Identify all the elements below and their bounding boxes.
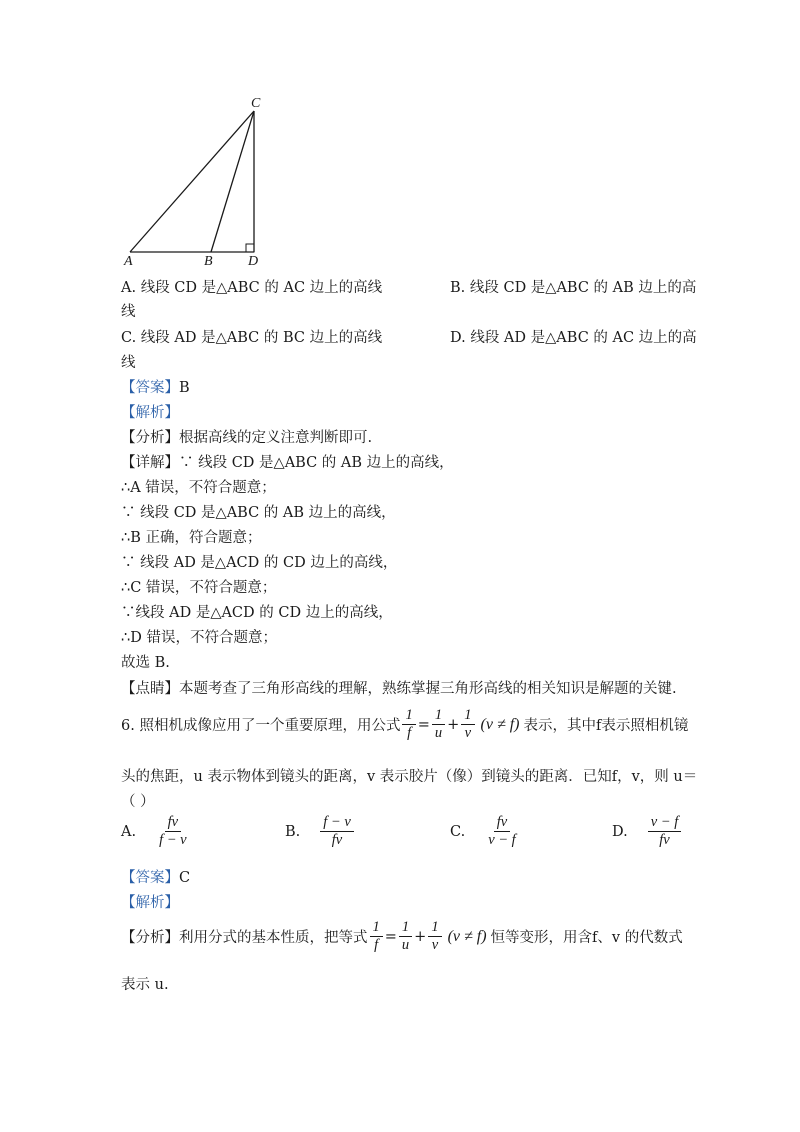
answer-tag: 【答案】 — [121, 380, 179, 396]
formula-eq: = — [417, 716, 430, 733]
formula-frac-1v: $\frac{1}{v}$ — [461, 708, 474, 741]
q6-option-fraction: $\frac{f - v}{fv}$ — [320, 815, 354, 848]
q6-option-a — [121, 815, 192, 848]
q5-option-c: C. 线段 AD 是△ABC 的 BC 边上的高线 — [121, 330, 383, 346]
dianjing-tag: 【点睛】 — [121, 681, 179, 697]
q6-jiexi-tag: 【解析】 — [121, 895, 179, 911]
answer-value: C — [179, 870, 191, 886]
q5-option-c-wrap: 线 — [121, 355, 136, 371]
formula-frac-1u: $\frac{1}{u}$ — [432, 708, 445, 741]
formula-plus: + — [447, 716, 460, 733]
q5-jiexi-tag: 【解析】 — [121, 405, 179, 421]
formula-plus: + — [414, 928, 427, 945]
solution-line: ∴B 正确，符合题意； — [121, 530, 262, 546]
formula-condition: (v ≠ f) — [480, 715, 520, 733]
xiangjie-tag: 【详解】 — [121, 455, 179, 471]
q6-option-fraction: $\frac{fv}{f - v}$ — [159, 814, 187, 849]
formula-frac-1u: $\frac{1}{u}$ — [399, 920, 412, 953]
dianjing-text: 本题考查了三角形高线的理解，熟练掌握三角形高线的相关知识是解题的关键. — [179, 681, 677, 697]
q6-option-fraction: $\frac{fv}{v - f}$ — [488, 814, 516, 849]
q5-option-d: D. 线段 AD 是△ABC 的 AC 边上的高 — [450, 330, 697, 346]
q6-fenxi-line1 — [121, 920, 683, 953]
solution-line: 故选 B. — [121, 655, 170, 671]
q5-answer — [121, 376, 190, 397]
formula-frac-1f: $\frac{1}{f}$ — [402, 708, 415, 741]
fenxi-pre: 利用分式的基本性质，把等式 — [179, 930, 368, 947]
q5-option-a: A. 线段 CD 是△ABC 的 AC 边上的高线 — [121, 280, 383, 296]
q6-option-label: D. — [612, 823, 628, 840]
q5-option-a-wrap: 线 — [121, 304, 136, 320]
solution-line: ∵ 线段 CD 是△ABC 的 AB 边上的高线， — [179, 455, 454, 471]
solution-line: ∵ 线段 CD 是△ABC 的 AB 边上的高线， — [121, 505, 396, 521]
q6-option-c — [450, 815, 521, 848]
q6-fenxi-line2: 表示 u. — [121, 977, 169, 993]
segment-bc — [211, 111, 254, 252]
fenxi-tag: 【分析】 — [121, 930, 179, 947]
q6-option-label: A. — [121, 823, 137, 840]
q5-dianjing — [121, 677, 677, 698]
q6-stem-post: 表示，其中f表示照相机镜 — [523, 718, 689, 735]
solution-line: ∴C 错误，不符合题意； — [121, 580, 277, 596]
solution-line: ∵线段 AD 是△ACD 的 CD 边上的高线， — [121, 605, 393, 621]
q5-xiangjie — [121, 451, 454, 472]
vertex-label-d: D — [248, 254, 259, 269]
triangle-figure — [120, 95, 270, 270]
fenxi-tag: 【分析】 — [121, 430, 179, 446]
answer-value: B — [179, 380, 190, 396]
side-ac — [130, 111, 254, 252]
vertex-label-c: C — [251, 96, 261, 111]
q6-option-fraction: $\frac{v - f}{fv}$ — [648, 815, 682, 848]
fenxi-post: 恒等变形，用含f、v 的代数式 — [490, 930, 683, 947]
q6-option-d — [612, 815, 683, 848]
fenxi-text: 根据高线的定义注意判断即可. — [179, 430, 373, 446]
formula-frac-1v: $\frac{1}{v}$ — [428, 920, 441, 953]
q6-answer — [121, 866, 190, 887]
q6-option-label: C. — [450, 823, 466, 840]
q6-option-b — [285, 815, 356, 848]
right-angle-mark — [246, 244, 254, 252]
formula-condition: (v ≠ f) — [447, 927, 487, 945]
q6-stem-pre: 6. 照相机成像应用了一个重要原理，用公式 — [121, 718, 401, 735]
q5-option-b: B. 线段 CD 是△ABC 的 AB 边上的高 — [450, 280, 697, 296]
formula-frac-1f: $\frac{1}{f}$ — [370, 920, 383, 953]
q6-stem-line1 — [121, 708, 688, 741]
vertex-label-b: B — [204, 254, 213, 269]
q6-option-label: B. — [285, 823, 301, 840]
formula-eq: = — [384, 928, 397, 945]
solution-line: ∵ 线段 AD 是△ACD 的 CD 边上的高线， — [121, 555, 398, 571]
solution-line: ∴A 错误，不符合题意； — [121, 480, 276, 496]
solution-line: ∴D 错误，不符合题意； — [121, 630, 277, 646]
vertex-label-a: A — [124, 254, 133, 269]
q6-paren: （ ） — [121, 794, 155, 810]
answer-tag: 【答案】 — [121, 870, 179, 886]
q6-stem-line2: 头的焦距，u 表示物体到镜头的距离，v 表示胶片（像）到镜头的距离．已知f，v，则 u＝ — [121, 769, 698, 785]
q5-fenxi — [121, 426, 372, 447]
